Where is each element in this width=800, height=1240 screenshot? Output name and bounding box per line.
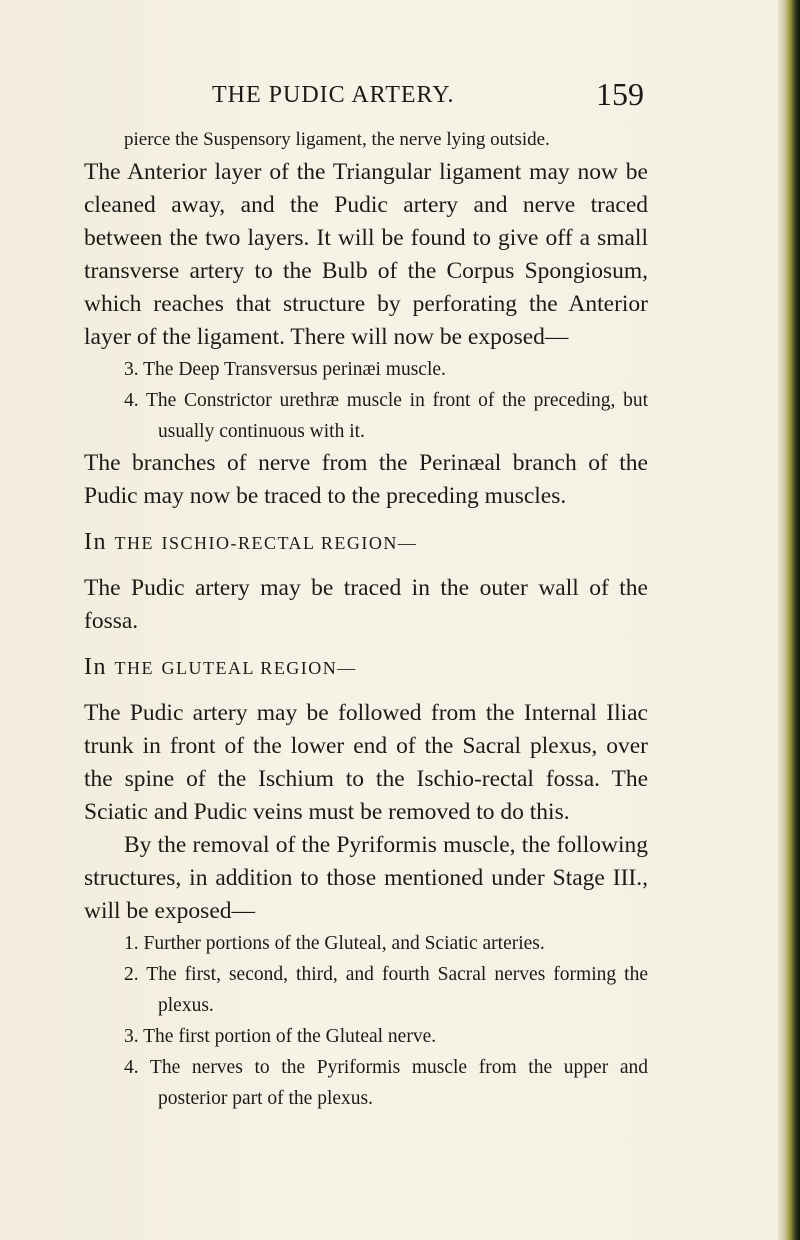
paragraph-anterior-layer: The Anterior layer of the Triangular ligament may now be cleaned away, and the Pudic artery and nerve traced between the two layers. It will be found to give off a small transverse artery to the Bulb of the Corpus Spongiosum, which reaches that structure by perforating the Anterior layer of the ligament. There will now be exposed— [84,159,648,350]
list-item-sacral-nerves: 2. The first, second, third, and fourth Sacral nerves forming the plexus. [124,964,648,1016]
book-binding-edge [778,0,800,1240]
page-number: 159 [596,76,644,112]
paragraph-perinaeal-branches: The branches of nerve from the Perinæal branch of the Pudic may now be traced to the preceding muscles. [84,450,648,509]
running-head: THE PUDIC ARTERY. [212,82,455,108]
list-item-constrictor-urethrae: 4. The Constrictor urethræ muscle in front of the preceding, but usually continuous with it. [124,390,648,442]
list-item-pyriformis-nerves: 4. The nerves to the Pyriformis muscle from the upper and posterior part of the plexus. [124,1057,648,1109]
heading-gluteal [84,650,648,685]
list-item-deep-transversus: 3. The Deep Transversus perinæi muscle. [124,359,446,380]
paragraph-outer-wall: The Pudic artery may be traced in the outer wall of the fossa. [84,575,648,634]
heading-word-the: THE [114,658,154,678]
list-item-gluteal-sciatic: 1. Further portions of the Gluteal, and Sciatic arteries. [124,933,545,954]
page-body [84,124,648,1114]
paragraph-pyriformis-removal: By the removal of the Pyriformis muscle, the following structures, in addition to those mentioned under Stage III., will be exposed— [84,832,648,924]
heading-word-in: In [84,654,107,680]
list-item-gluteal-nerve: 3. The first portion of the Gluteal nerve. [124,1026,437,1047]
heading-region-name: ISCHIO-RECTAL REGION— [161,533,418,553]
paragraph-continuation: pierce the Suspensory ligament, the nerve lying outside. [124,129,550,150]
heading-ischio-rectal [84,525,648,560]
paragraph-pudic-followed: The Pudic artery may be followed from the Internal Iliac trunk in front of the lower end of the Sacral plexus, over the spine of the Ischium to the Ischio-rectal fossa. The Sciatic and Pudic veins must be removed to do this. [84,700,648,825]
heading-word-in: In [84,529,107,555]
page-header [0,76,780,116]
heading-word-the: THE [114,533,154,553]
heading-region-name: GLUTEAL REGION— [161,658,357,678]
